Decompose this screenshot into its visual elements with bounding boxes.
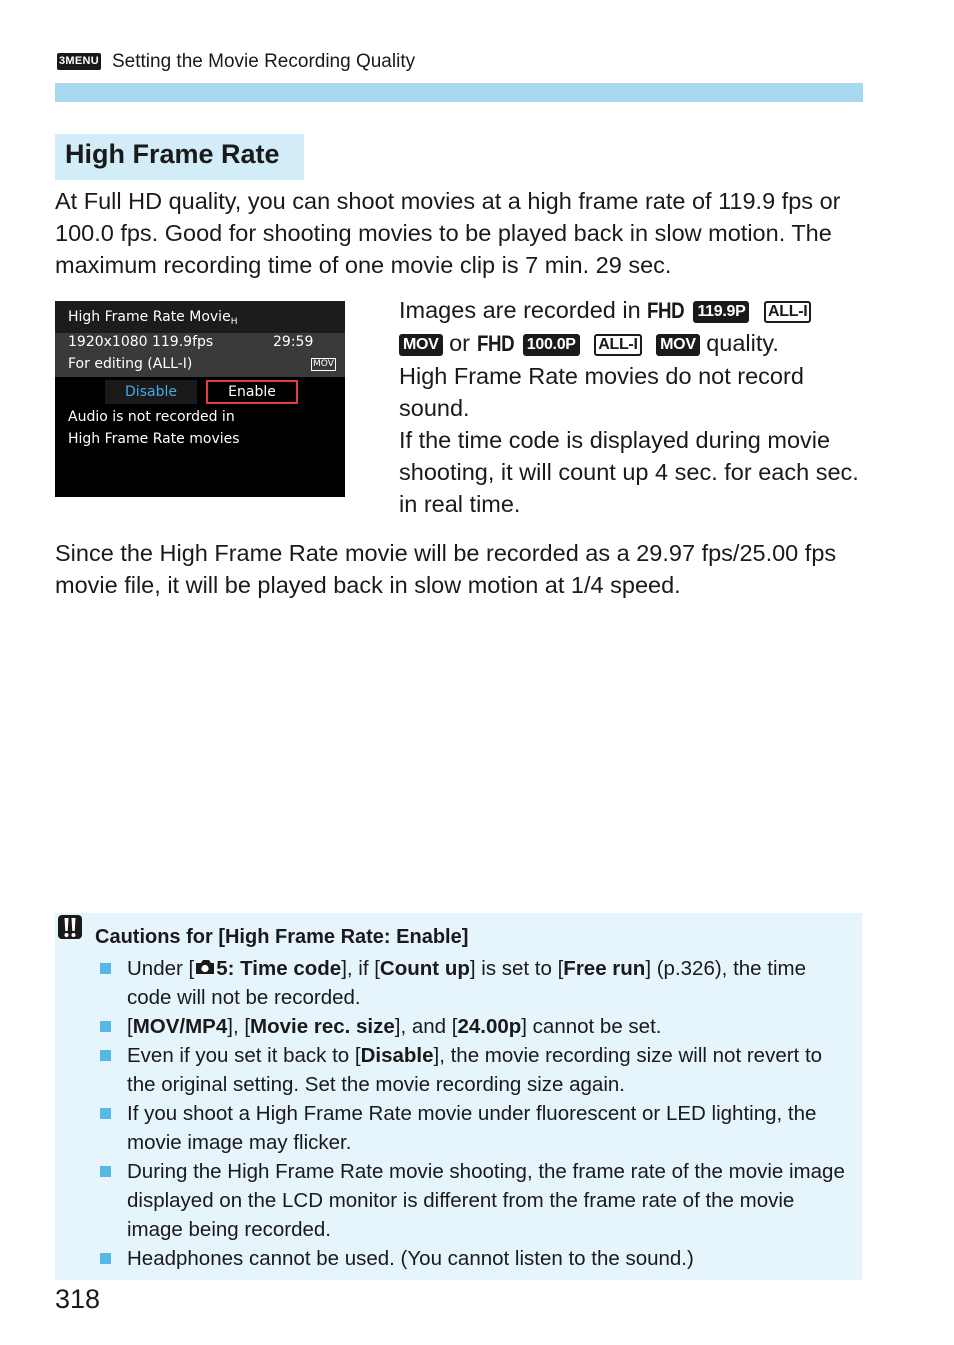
caution-item-disable [95, 1041, 845, 1099]
bullet-icon [100, 1021, 111, 1032]
caution-item-settings [95, 1012, 845, 1041]
menu-tab-label: MENU [65, 55, 99, 67]
section-heading: High Frame Rate [55, 134, 304, 180]
screen-message-line2: High Frame Rate movies [68, 431, 240, 447]
no-sound-text: High Frame Rate movies do not record sound. [399, 363, 804, 421]
caution-text: Headphones cannot be used. (You cannot listen to the sound.) [127, 1247, 694, 1270]
bullet-icon [100, 1166, 111, 1177]
caution-text: Under [ [127, 957, 195, 980]
caution-item-framerate [95, 1157, 845, 1244]
bullet-icon [100, 1108, 111, 1119]
screen-title-text: High Frame Rate Movie [68, 309, 231, 325]
caution-item-timecode [95, 954, 845, 1012]
caution-bold: Movie rec. size [250, 1015, 395, 1038]
fhd-icon: FHD [647, 298, 685, 323]
bullet-icon [100, 1253, 111, 1264]
screen-message-line1: Audio is not recorded in [68, 409, 235, 425]
caution-bold: Count up [379, 957, 470, 980]
or-text: or [449, 330, 470, 356]
caution-bold: MOV/MP4 [132, 1015, 228, 1038]
all-i-icon-2: ALL-I [594, 334, 641, 356]
caution-bold: 24.00p [457, 1015, 522, 1038]
recorded-prefix: Images are recorded in [399, 297, 641, 323]
caution-bold: 5: Time code [216, 957, 342, 980]
rate-100-icon: 100.0P [523, 334, 580, 356]
caution-text: If you shoot a High Frame Rate movie under fluorescent or LED lighting, the movie image may flicker. [127, 1102, 817, 1154]
screen-title-suffix: H [230, 317, 238, 327]
caution-text: ] (p.326), the time code will not be recorded. [127, 957, 806, 1009]
caution-text: ] is set to [ [469, 957, 564, 980]
quality-description [399, 294, 869, 520]
fhd-icon-2: FHD [476, 331, 514, 356]
all-i-icon: ALL-I [764, 301, 811, 323]
screen-compression: For editing (ALL-I) [68, 356, 193, 372]
bullet-icon [100, 1050, 111, 1061]
caution-text: ], [ [227, 1015, 251, 1038]
screen-size-rate: 1920x1080 119.9fps [68, 334, 214, 350]
bullet-icon [100, 963, 111, 974]
screen-mov-badge: MOV [313, 359, 334, 369]
caution-item-headphones [95, 1244, 845, 1273]
caution-bold: Free run [563, 957, 646, 980]
page-number: 318 [55, 1284, 101, 1314]
caution-text: ], and [ [394, 1015, 458, 1038]
caution-text: ], if [ [341, 957, 380, 980]
camera-menu-screen [55, 301, 345, 497]
screen-enable-option[interactable]: Enable [206, 380, 298, 404]
page-header-title: Setting the Movie Recording Quality [112, 51, 416, 72]
caution-bold: Disable [360, 1044, 434, 1067]
caution-text: ] cannot be set. [521, 1015, 662, 1038]
caution-text: ], the movie recording size will not revert to the original setting. Set the movie recording size again. [127, 1044, 823, 1096]
menu-tab-number: 3 [58, 55, 66, 67]
caution-text: Even if you set it back to [ [127, 1044, 361, 1067]
caution-text: During the High Frame Rate movie shooting, the frame rate of the movie image displayed on the LCD monitor is different from the frame rate of the movie image being recorded. [127, 1160, 845, 1241]
caution-text: [ [127, 1015, 133, 1038]
caution-title: Cautions for [High Frame Rate: Enable] [95, 926, 469, 948]
caution-list [95, 954, 845, 1273]
caution-item-flicker [95, 1099, 845, 1157]
screen-title [68, 309, 237, 327]
camera-shooting-icon [194, 957, 216, 977]
screen-remaining-time: 29:59 [273, 334, 314, 350]
mov-icon-2: MOV [656, 334, 700, 356]
header-bar [55, 83, 863, 102]
timecode-text: If the time code is displayed during movie shooting, it will count up 4 sec. for each sec. in real time. [399, 427, 859, 517]
mov-icon: MOV [399, 334, 443, 356]
slow-motion-paragraph: Since the High Frame Rate movie will be recorded as a 29.97 fps/25.00 fps movie file, it will be played back in slow motion at 1/4 speed. [55, 540, 837, 598]
screen-disable-option[interactable]: Disable [105, 380, 197, 404]
intro-paragraph: At Full HD quality, you can shoot movies at a high frame rate of 119.9 fps or 100.0 fps. Good for shooting movies to be played back in slow motion. The maximum recording time of one movie clip is 7 min. 29 sec. [55, 188, 841, 278]
recorded-quality-line [399, 294, 869, 360]
menu-tab-icon [57, 53, 101, 70]
rate-119-icon: 119.9P [693, 301, 749, 323]
caution-icon [56, 913, 84, 941]
quality-suffix: quality. [706, 330, 779, 356]
